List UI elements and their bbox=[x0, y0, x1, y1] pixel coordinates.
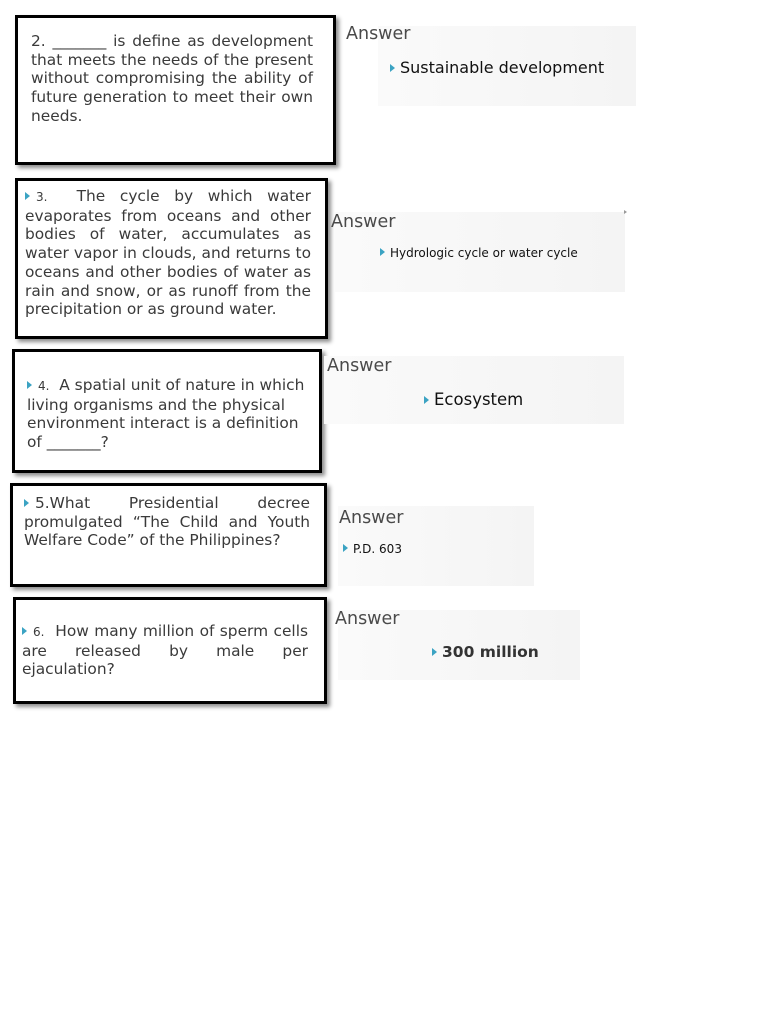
question-text: 5.What Presidential decree promulgated “The Child and Youth Welfare Code” of the Philippines? bbox=[24, 494, 310, 550]
question-number: 4. bbox=[38, 379, 50, 393]
question-card-4 bbox=[12, 349, 322, 473]
question-text: The cycle by which water evaporates from oceans and other bodies of water, accumulates as water vapor in clouds, and returns to oceans and other bodies of water as rain and snow, or as runoff from the precipitation or as ground water. bbox=[25, 187, 311, 319]
answer-title: Answer bbox=[327, 356, 392, 376]
answer-title: Answer bbox=[331, 212, 396, 232]
answer-title: Answer bbox=[339, 508, 404, 528]
answer-value: Ecosystem bbox=[434, 390, 524, 409]
answer-item bbox=[424, 390, 523, 409]
bullet-icon bbox=[22, 627, 27, 635]
bullet-icon bbox=[24, 499, 29, 507]
question-text: A spatial unit of nature in which living organisms and the physical environment interact is a definition of _______? bbox=[27, 376, 305, 452]
bullet-icon bbox=[380, 248, 385, 256]
answer-item bbox=[343, 542, 402, 556]
answer-title: Answer bbox=[346, 24, 411, 44]
question-number: 6. bbox=[33, 625, 45, 639]
question-card-6 bbox=[13, 597, 327, 704]
answer-value: Sustainable development bbox=[400, 58, 605, 77]
answer-item bbox=[390, 58, 604, 77]
answer-value: Hydrologic cycle or water cycle bbox=[390, 246, 578, 260]
bullet-icon bbox=[390, 64, 395, 72]
bullet-icon bbox=[432, 648, 437, 656]
question-card-5 bbox=[10, 483, 327, 587]
bullet-icon bbox=[424, 396, 429, 404]
question-text: How many million of sperm cells are released by male per ejaculation? bbox=[22, 622, 308, 679]
small-arrow-icon bbox=[624, 210, 627, 214]
answer-value: P.D. 603 bbox=[353, 542, 402, 556]
question-card-3 bbox=[15, 178, 328, 339]
question-text: 2. _______ is define as development that meets the needs of the present without compromising the ability of future generation to meet their own needs. bbox=[31, 32, 313, 125]
answer-value: 300 million bbox=[442, 643, 539, 661]
answer-title: Answer bbox=[335, 609, 400, 629]
bullet-icon bbox=[27, 381, 32, 389]
question-card-2 bbox=[15, 15, 336, 165]
question-number: 3. bbox=[36, 190, 48, 204]
bullet-icon bbox=[25, 192, 30, 200]
answer-item bbox=[380, 246, 578, 260]
bullet-icon bbox=[343, 544, 348, 552]
answer-item bbox=[432, 643, 539, 661]
